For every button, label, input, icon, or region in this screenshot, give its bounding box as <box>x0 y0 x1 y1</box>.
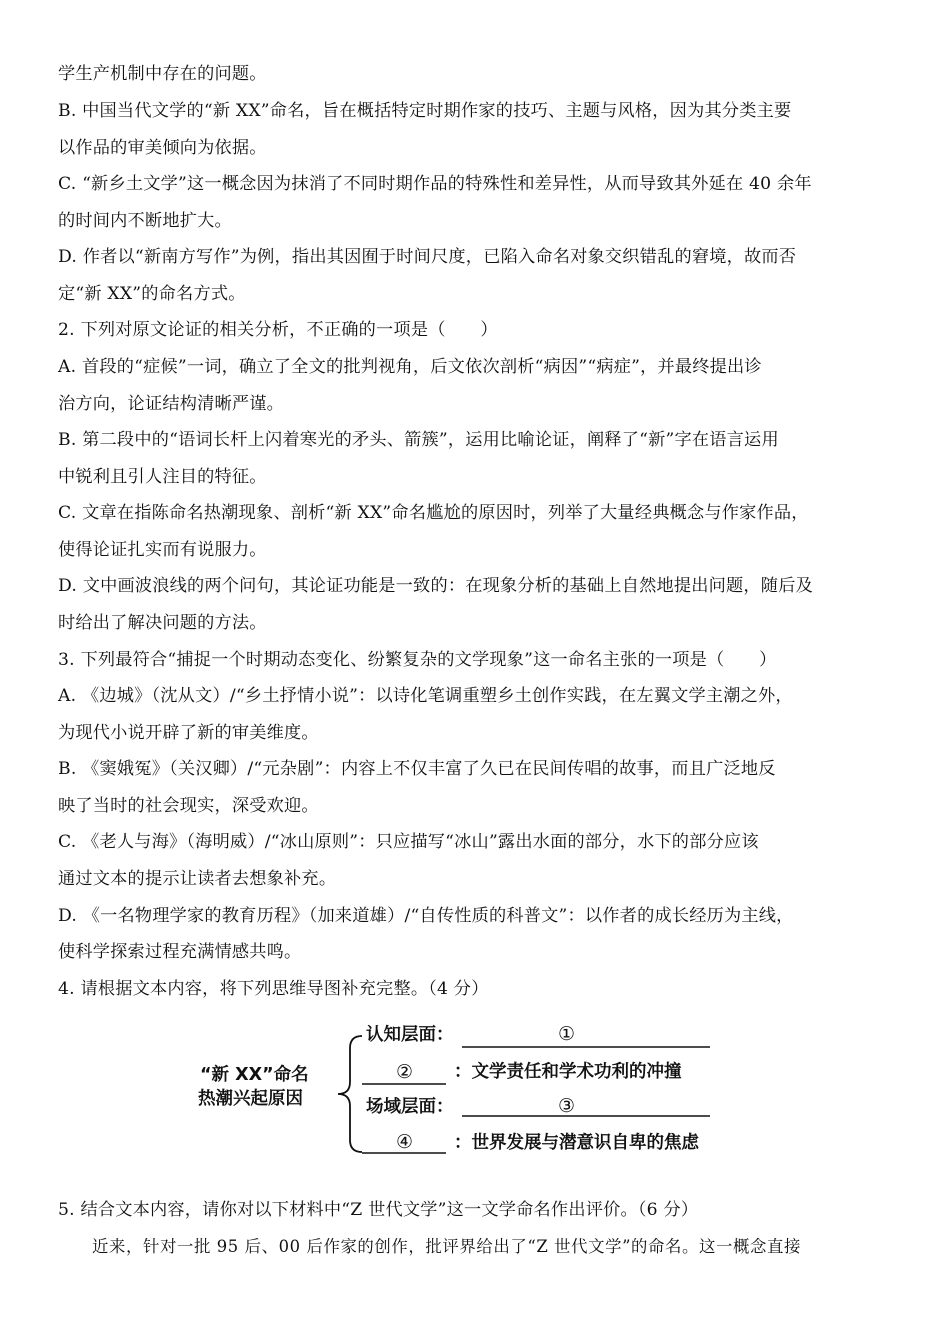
branch-1-label: 认知层面： <box>366 1025 454 1045</box>
branch-4-text: ：世界发展与潜意识自卑的焦虑 <box>454 1133 699 1153</box>
question-5: 5. 结合文本内容，请你对以下材料中“Z 世代文学”这一文学命名作出评价。（6 分） <box>58 1200 699 1220</box>
text-line: 的时间内不断地扩大。 <box>58 211 232 231</box>
branch-2-text: ：文学责任和学术功利的冲撞 <box>454 1062 682 1082</box>
text-line: B. 《窦娥冤》（关汉卿）/“元杂剧”：内容上不仅丰富了久已在民间传唱的故事，而且广泛地反 <box>58 759 776 779</box>
text-line: D. 《一名物理学家的教育历程》（加来道雄）/“自传性质的科普文”：以作者的成长经历为主线， <box>58 906 794 926</box>
branch-2-blank[interactable]: ② <box>396 1061 414 1083</box>
branch-3-blank[interactable]: ③ <box>558 1095 576 1117</box>
text-line: 映了当时的社会现实，深受欢迎。 <box>58 796 319 816</box>
branch-3-label: 场域层面： <box>366 1097 454 1117</box>
text-line: D. 作者以“新南方写作”为例，指出其因囿于时间尺度，已陷入命名对象交织错乱的窘境，故而否 <box>58 247 797 267</box>
branch-1-blank[interactable]: ① <box>558 1023 576 1045</box>
text-line: 定“新 XX”的命名方式。 <box>58 284 246 304</box>
branch-4-blank[interactable]: ④ <box>396 1131 414 1153</box>
text-line: 治方向，论证结构清晰严谨。 <box>58 394 285 414</box>
text-line: 时给出了解决问题的方法。 <box>58 613 267 633</box>
text-line: 为现代小说开辟了新的审美维度。 <box>58 723 319 743</box>
question-4: 4. 请根据文本内容，将下列思维导图补充完整。（4 分） <box>58 979 489 999</box>
text-line: A. 首段的“症候”一词，确立了全文的批判视角，后文依次剖析“病因”“病症”，并最终提出诊 <box>58 357 762 377</box>
mind-map-root-line1: “新 XX”命名 <box>200 1065 309 1085</box>
text-line: 以作品的审美倾向为依据。 <box>58 138 267 158</box>
text-line: 学生产机制中存在的问题。 <box>58 64 267 84</box>
mind-map <box>190 1016 750 1166</box>
text-line: 中锐利且引人注目的特征。 <box>58 467 267 487</box>
text-line: C. “新乡土文学”这一概念因为抹消了不同时期作品的特殊性和差异性，从而导致其外延在 40 余年 <box>58 174 812 194</box>
text-line: A. 《边城》（沈从文）/“乡土抒情小说”：以诗化笔调重塑乡土创作实践，在左翼文学主潮之外， <box>58 686 793 706</box>
text-line: D. 文中画波浪线的两个问句，其论证功能是一致的：在现象分析的基础上自然地提出问题，随后及 <box>58 576 813 596</box>
mind-map-root-line2: 热潮兴起原因 <box>198 1089 303 1109</box>
question-3: 3. 下列最符合“捕捉一个时期动态变化、纷繁复杂的文学现象”这一命名主张的一项是（ ） <box>58 650 777 670</box>
text-line: B. 中国当代文学的“新 XX”命名，旨在概括特定时期作家的技巧、主题与风格，因为其分类主要 <box>58 101 792 121</box>
text-line: C. 文章在指陈命名热潮现象、剖析“新 XX”命名尴尬的原因时，列举了大量经典概念与作家作品， <box>58 503 809 523</box>
text-line: 通过文本的提示让读者去想象补充。 <box>58 869 337 889</box>
text-line: B. 第二段中的“语词长杆上闪着寒光的矛头、箭簇”，运用比喻论证，阐释了“新”字在语言运用 <box>58 430 779 450</box>
brace-line <box>338 1036 362 1152</box>
text-line: 使得论证扎实而有说服力。 <box>58 540 267 560</box>
material-paragraph: 近来，针对一批 95 后、00 后作家的创作，批评界给出了“Z 世代文学”的命名。这一概念直接 <box>92 1237 801 1256</box>
question-2: 2. 下列对原文论证的相关分析，不正确的一项是（ ） <box>58 320 498 340</box>
text-line: 使科学探索过程充满情感共鸣。 <box>58 942 302 962</box>
text-line: C. 《老人与海》（海明威）/“冰山原则”：只应描写“冰山”露出水面的部分，水下的部分应该 <box>58 832 759 852</box>
